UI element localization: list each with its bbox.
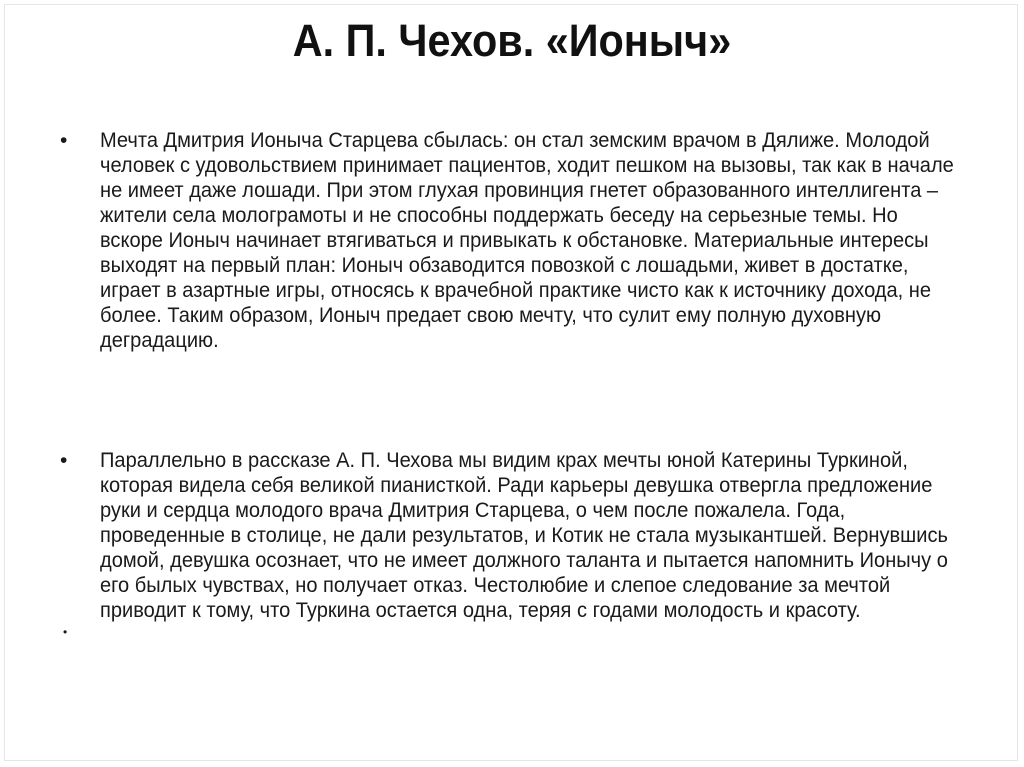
- bullet-text: Мечта Дмитрия Ионыча Старцева сбылась: он стал земским врачом в Дялиже. Молодой человек с удовольствием принимает пациентов, ходит пешком на вызовы, так как в начале не имеет даже лошади. При этом глухая провинция гнетет образованного интеллигента – жители села мологрaмоты и не способны поддержать беседу на серьезные темы. Но вскоре Ионыч начинает втягиваться и привыкать к обстановке. Материальные интересы выходят на первый план: Ионыч обзаводится повозкой с лошадьми, живет в достатке, играет в азартные игры, относясь к врачебной практике чисто как к источнику дохода, не более. Таким образом, Ионыч предает свою мечту, что сулит ему полную духовную деградацию.: [100, 129, 954, 352]
- bullet-icon: •: [60, 129, 68, 152]
- bullet-list: [54, 128, 984, 639]
- bullet-icon: •: [63, 625, 68, 639]
- bullet-icon: •: [60, 449, 68, 472]
- list-item: [54, 448, 984, 623]
- list-item: [54, 128, 984, 353]
- bullet-text: Параллельно в рассказе А. П. Чехова мы видим крах мечты юной Катерины Туркиной, которая видела себя великой пианисткой. Ради карьеры девушка отвергла предложение руки и сердца молодого врача Дмитрия Старцева, о чем после пожалела. Года, проведенные в столице, не дали результатов, и Котик не стала музыкантшей. Вернувшись домой, девушка осознает, что не имеет должного таланта и пытается напомнить Ионычу о его былых чувствах, но получает отказ. Честолюбие и слепое следование за мечтой приводит к тому, что Туркина остается одна, теряя с годами молодость и красоту.: [100, 449, 948, 622]
- slide-title: А. П. Чехов. «Ионыч»: [292, 15, 732, 66]
